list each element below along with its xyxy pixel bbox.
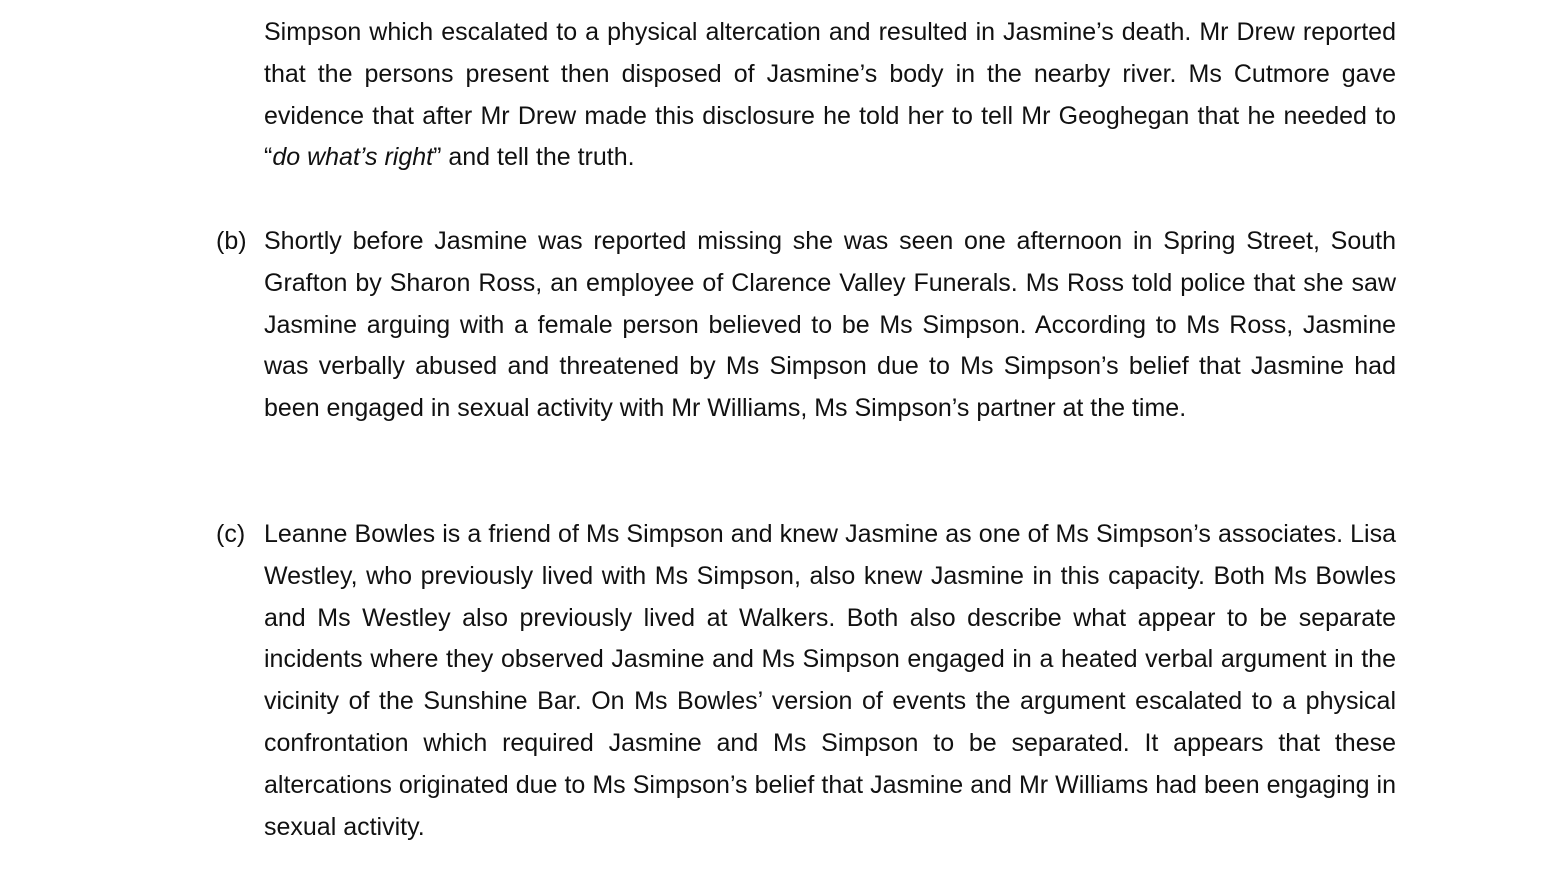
paragraph-a-text-after: ” and tell the truth. <box>433 143 635 172</box>
paragraph-a-continuation <box>264 12 1396 179</box>
paragraph-b-text: Shortly before Jasmine was reported missing she was seen one afternoon in Spring Street, South Grafton by Sharon Ross, an employee of Clarence Valley Funerals. Ms Ross told police that she saw Jasmine arguing with a female person believed to be Ms Simpson. According to Ms Ross, Jasmine was verbally abused and threatened by Ms Simpson due to Ms Simpson’s belief that Jasmine had been engaged in sexual activity with Mr Williams, Ms Simpson’s partner at the time. <box>264 227 1396 423</box>
paragraph-a-text-before: Simpson which escalated to a physical altercation and resulted in Jasmine’s death. Mr Drew reported that the persons present then disposed of Jasmine’s body in the nearby river. Ms Cutmore gave evidence that after Mr Drew made this disclosure he told her to tell Mr Geoghegan that he needed to “ <box>264 18 1396 172</box>
paragraph-a-quote: do what’s right <box>272 143 434 172</box>
paragraph-c-text: Leanne Bowles is a friend of Ms Simpson and knew Jasmine as one of Ms Simpson’s associates. Lisa Westley, who previously lived with Ms Simpson, also knew Jasmine in this capacity. Both Ms Bowles and Ms Westley also previously lived at Walkers. Both also describe what appear to be separate incidents where they observed Jasmine and Ms Simpson engaged in a heated verbal argument in the vicinity of the Sunshine Bar. On Ms Bowles’ version of events the argument escalated to a physical confrontation which required Jasmine and Ms Simpson to be separated. It appears that these altercations originated due to Ms Simpson’s belief that Jasmine and Mr Williams had been engaging in sexual activity. <box>264 520 1396 841</box>
paragraph-b-marker: (b) <box>216 227 247 255</box>
paragraph-c-marker: (c) <box>216 520 246 548</box>
